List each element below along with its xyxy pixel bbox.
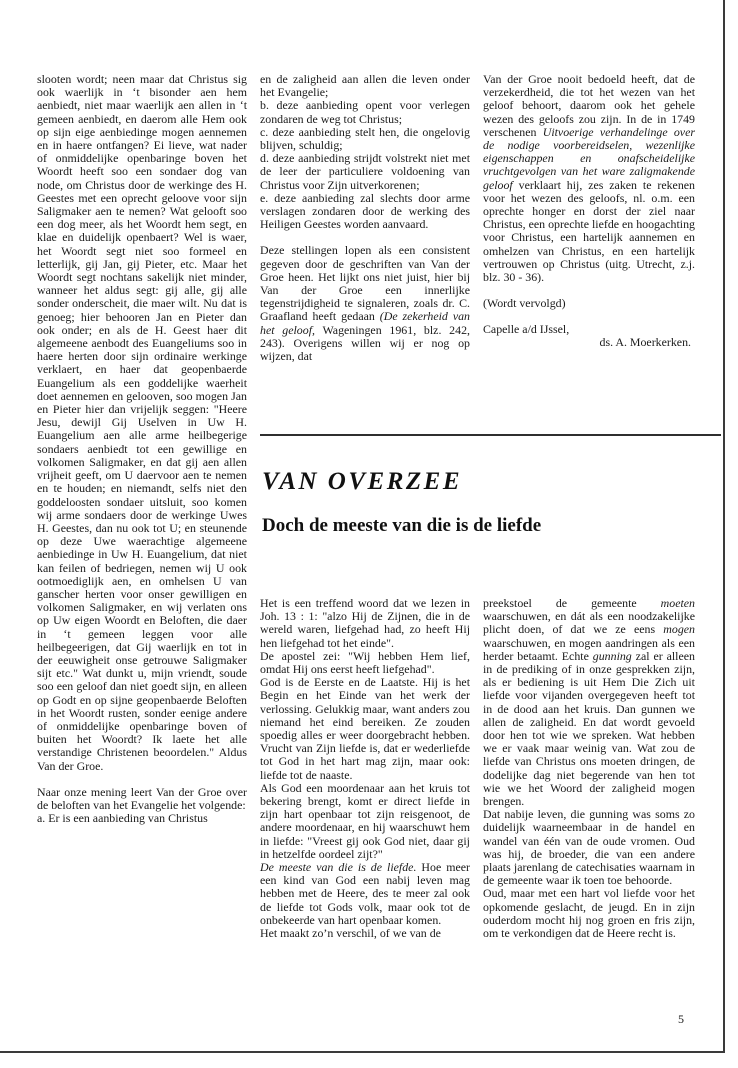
column-2 bbox=[260, 73, 470, 363]
text-run: Deze stellingen lopen als een consistent gegeven door de geschriften van Van der Groe heen. Het lijkt ons niet juist, hier bij Van der Groe een innerlijke tegenstrijdigheid te signaleren, zoals dr. C. Graafland heeft gedaan bbox=[260, 243, 470, 324]
text-run: waarschuwen, en dát als een noodzakelijke plicht doen, of dat we ze eens bbox=[483, 609, 695, 637]
signature-place: Capelle a/d IJssel, bbox=[483, 322, 570, 337]
text-run: verklaart hij, zes zaken te rekenen voor het wezen des geloofs, nl. o.m. een oprechte honger en dorst der ziel naar Christus, een oprechte liefde en hoogachting voor Christus, een hartelijk aannemen en omhelzen van Christus, en een hartelijk vertrouwen op Christus (uitg. Utrecht, z.j. blz. 30 - 36). bbox=[483, 177, 695, 285]
paragraph: Oud, maar met een hart vol liefde voor het opkomende geslacht, de jeugd. En in zijn ouderdom mocht hij nog groen en fris zijn, om te verkondigen dat de Heere recht is. bbox=[483, 886, 695, 941]
emphasis: gunning bbox=[592, 648, 632, 663]
text-run: zal er alleen in de prediking of in onze gesprekken zijn, als er bediening is uit Hem Die Zich uit liefde voor vijanden overgegeven heeft tot in de dood aan het kruis. Dan gunnen we allen de zaligheid. En dat wordt gevoeld door hen tot wie we spreken. Wat hebben we er vaak maar weinig van. Wat zou de liefde van Christus ons moeten dringen, de dodelijke dag niet begerende van hen tot wie we het Woord der zaligheid mogen brengen. bbox=[483, 648, 695, 809]
list-item-b: b. deze aanbieding opent voor verlegen zondaren de weg tot Christus; bbox=[260, 98, 470, 126]
text-run: Hoe meer een kind van God een nabij leven mag hebben met de Heere, des te meer zal ook de liefde tot Gods volk, maar ook tot de onbekeerde van hart openbaar komen. bbox=[260, 860, 470, 927]
article-title: Doch de meeste van die is de liefde bbox=[262, 515, 542, 536]
paragraph bbox=[260, 244, 470, 363]
text-run: preekstoel de gemeente bbox=[483, 596, 661, 610]
paragraph: Het is een treffend woord dat we lezen in Joh. 13 : 1: "alzo Hij de Zijnen, die in de wereld waren, liefgehad had, zo heeft Hij hen liefgehad tot het einde". bbox=[260, 596, 470, 650]
paragraph: God is de Eerste en de Laatste. Hij is het Begin en het Einde van het werk der verlossing. Gelukkig maar, want anders zou niemand het eind bereiken. Ze zouden spoedig alles er weer doorgebracht hebben. Vrucht van Zijn liefde is, dat er wederliefde tot God in het hart mag zijn, maar ook: liefde tot de naaste. bbox=[260, 675, 470, 782]
continued-note: (Wordt vervolgd) bbox=[483, 296, 566, 311]
emphasis: mogen bbox=[663, 622, 695, 637]
paragraph bbox=[260, 861, 470, 927]
paragraph: Als God een moordenaar aan het kruis tot bekering brengt, komt er direct liefde in zijn hart openbaar tot zijn reisgenoot, de andere moordenaar, en hij waarschuwt hem in liefde: "Vreest gij ook God niet, daar gij in hetzelfde oordeel zijt?" bbox=[260, 780, 470, 861]
paragraph: slooten wordt; neen maar dat Christus sig ook waerlijk in ‘t bisonder aen hem aenbiedt, niet maar waerlijk aen allen in ‘t gemeen aenbiedt, en daerom alle Hem ook op sijn eige aenbiedinge mogen aennemen en in haere ontfangen? Ei lieve, wat nader of onmiddelijke openbaringe boven het Woordt heeft soo een sondaer dog van node, om Christus door de werkinge des H. Geestes met een oprecht geloove voor sijn Saligmaker aen te nemen? Wat gelooft soo een dog meer, als het Woordt hem segt, en klae en duidelijk openbaert? Wel is waer, het Woordt segt niet soo formeel en letterlijk, gij Jan, gij Pieter, etc. Maar het Woordt segt nochtans sakelijk niet minder, wanneer het aldus segt: gij alle, gij alle sonder onderscheit, die maer wilt. Nu dat is genoeg; hier behooren Jan en Pieter dan ook onder; en als de H. Geest haer dit algemeene aenbodt des Euangeliums soo in haere herten door sijn ordinaire werkinge verklaert, en haer dat geopenbaerde Euangelium als een goddelijke waerheit doet aennemen en gelooven, soo mogen Jan en Pieter hier dan vrijelijk seggen: "Heere Jesu, dewijl Gij Uselven in Uw H. Euangelium aen alle arme heilbegerige sondaers aenbiedt tot een gewillige en volkomen Saligmaker, en dat gij aen allen vrijheit geeft, om U daervoor aen te nemen en te houden; en niemandt, selfs niet den goddeloosten sondaer uitsluit, soo komen wij arme sondaers door de werkinge Uwes H. Geestes, dan nu ook tot U; en steunende op deze Uwe waerachtige algemeene aenbiedinge in Uw H. Euangelium, dat niet kan feilen of bedriegen, nemen wij U ook ootmoediglijk aen, en omhelsen U van ganscher herten voor onser gewilligen en volkomen Saligmaker, en wij verlaten ons op Uw eigen Woordt en Beloften, die daer in ‘t gemeen leggen voor alle heilbegeerigen, dat Gij waerlijk en tot in der eeuwigheit onse getrouwe Saligmaker sijt etc." Wat dunkt u, mijn vriendt, soude soo een geloof dan niet goedt sijn, en alleen op Godt en op sijne geopenbaerde Beloften in het Woordt rusten, sonder eenige andere of onmiddelijke openbaringe boven of buiten het Woordt? Ik laete het alle verstandige Christenen beoordelen." Aldus Van der Groe. bbox=[37, 72, 247, 773]
paragraph: Naar onze mening leert Van der Groe over de beloften van het Evangelie het volgende: bbox=[37, 784, 247, 812]
paragraph: Dat nabije leven, die gunning was soms zo duidelijk waarneembaar in de handel en wandel van één van de oude vromen. Oud was hij, de broeder, die van een andere plaats jarenlang de catechisaties waarnam in de gemeente waar ik toen toe behoorde. bbox=[483, 807, 695, 888]
list-item-a-cont: en de zaligheid aan allen die leven onder het Evangelie; bbox=[260, 72, 470, 100]
emphasis: moeten bbox=[660, 596, 695, 610]
text-run: Van der Groe nooit bedoeld heeft, dat de verzekerdheid, die tot het wezen van het geloof behoort, daarom ook het gehele wezen des geloofs zou zijn. In de in 1749 verschenen bbox=[483, 72, 695, 139]
page-frame-right bbox=[723, 0, 725, 1052]
page-frame-bottom bbox=[0, 1051, 725, 1053]
column-4 bbox=[260, 597, 470, 940]
paragraph bbox=[483, 597, 695, 808]
signature-name: ds. A. Moerkerken. bbox=[599, 335, 691, 350]
column-5 bbox=[483, 597, 695, 940]
column-3 bbox=[483, 73, 695, 350]
text-run: waarschuwen, en mogen aandringen als een herder betaamt. Echte bbox=[483, 635, 695, 663]
section-divider bbox=[260, 434, 721, 436]
column-1 bbox=[37, 73, 247, 825]
book-title: (De zekerheid van het geloof, bbox=[260, 309, 470, 337]
list-item-a: a. Er is een aanbieding van Christus bbox=[37, 811, 208, 826]
list-item-d: d. deze aanbieding strijdt volstrekt niet met de leer der particuliere voldoening van Christus voor Zijn uitverkorenen; bbox=[260, 151, 470, 192]
book-title: Uitvoerige verhandelinge over de nodige voorbereidselen, wezenlijke eigenschappen en onafscheidelijke vruchtgevolgen van het ware zaligmakende geloof bbox=[483, 124, 695, 192]
text-run: Wageningen 1961, blz. 242, 243). Overigens willen wij er nog op wijzen, dat bbox=[260, 322, 470, 364]
signature-block bbox=[483, 323, 695, 349]
quote: De meeste van die is de liefde. bbox=[260, 860, 417, 875]
paragraph: Het maakt zo’n verschil, of we van de bbox=[260, 926, 441, 941]
list-item-c: c. deze aanbieding stelt hen, die ongelovig blijven, schuldig; bbox=[260, 124, 470, 153]
list-item-e: e. deze aanbieding zal slechts door arme verslagen zondaren door de werking des Heiligen Geestes worden aanvaard. bbox=[260, 190, 470, 232]
section-label: VAN OVERZEE bbox=[262, 468, 462, 495]
page-number: 5 bbox=[678, 1012, 684, 1026]
paragraph bbox=[483, 73, 695, 284]
paragraph: De apostel zei: "Wij hebben Hem lief, omdat Hij ons eerst heeft liefgehad". bbox=[260, 648, 470, 677]
